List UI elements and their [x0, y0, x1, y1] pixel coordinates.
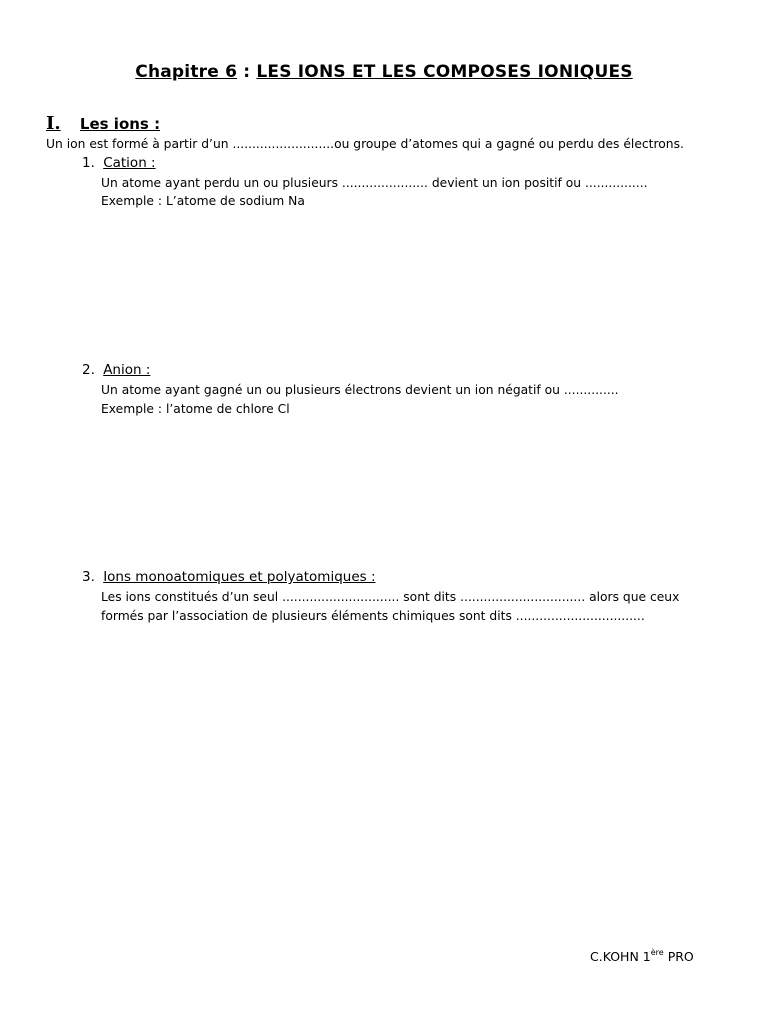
subsection-number: 2. [82, 362, 95, 378]
footer-grade [643, 949, 664, 964]
page-footer [590, 948, 694, 964]
subsection-heading-mono-poly [82, 569, 376, 585]
title-separator: : [243, 62, 251, 82]
subsection-heading-cation [82, 155, 156, 171]
chapter-label: Chapitre 6 [135, 62, 238, 82]
footer-grade-suffix: PRO [667, 949, 694, 964]
section-label: Les ions : [79, 115, 161, 133]
cation-definition-text: Un atome ayant perdu un ou plusieurs ...................... devient un ion positif ou ................ [101, 176, 648, 190]
anion-definition-text: Un atome ayant gagné un ou plusieurs électrons devient un ion négatif ou .............. [101, 383, 619, 397]
subsection-label: Anion : [103, 362, 151, 378]
footer-author: C.KOHN [590, 949, 639, 964]
page-title [0, 62, 768, 82]
footer-grade-number: 1 [642, 949, 651, 964]
section-heading-ions [46, 113, 160, 134]
footer-grade-superscript: ère [650, 948, 664, 957]
section-number: I. [46, 113, 61, 134]
subsection-heading-anion [82, 362, 150, 378]
chapter-heading: LES IONS ET LES COMPOSES IONIQUES [256, 62, 633, 82]
subsection-label: Ions monoatomiques et polyatomiques : [103, 569, 376, 585]
cation-example-text: Exemple : L’atome de sodium Na [101, 194, 305, 208]
subsection-label: Cation : [103, 155, 156, 171]
ion-definition-text: Un ion est formé à partir d’un ..........................ou groupe d’atomes qui a gagné ou perdu des électrons. [46, 137, 684, 151]
mono-poly-text-line-1: Les ions constitués d’un seul .............................. sont dits ................................ alors que ceux [101, 590, 680, 604]
mono-poly-text-line-2: formés par l’association de plusieurs éléments chimiques sont dits ................................. [101, 609, 645, 623]
subsection-number: 3. [82, 569, 95, 585]
anion-example-text: Exemple : l’atome de chlore Cl [101, 402, 290, 416]
subsection-number: 1. [82, 155, 95, 171]
